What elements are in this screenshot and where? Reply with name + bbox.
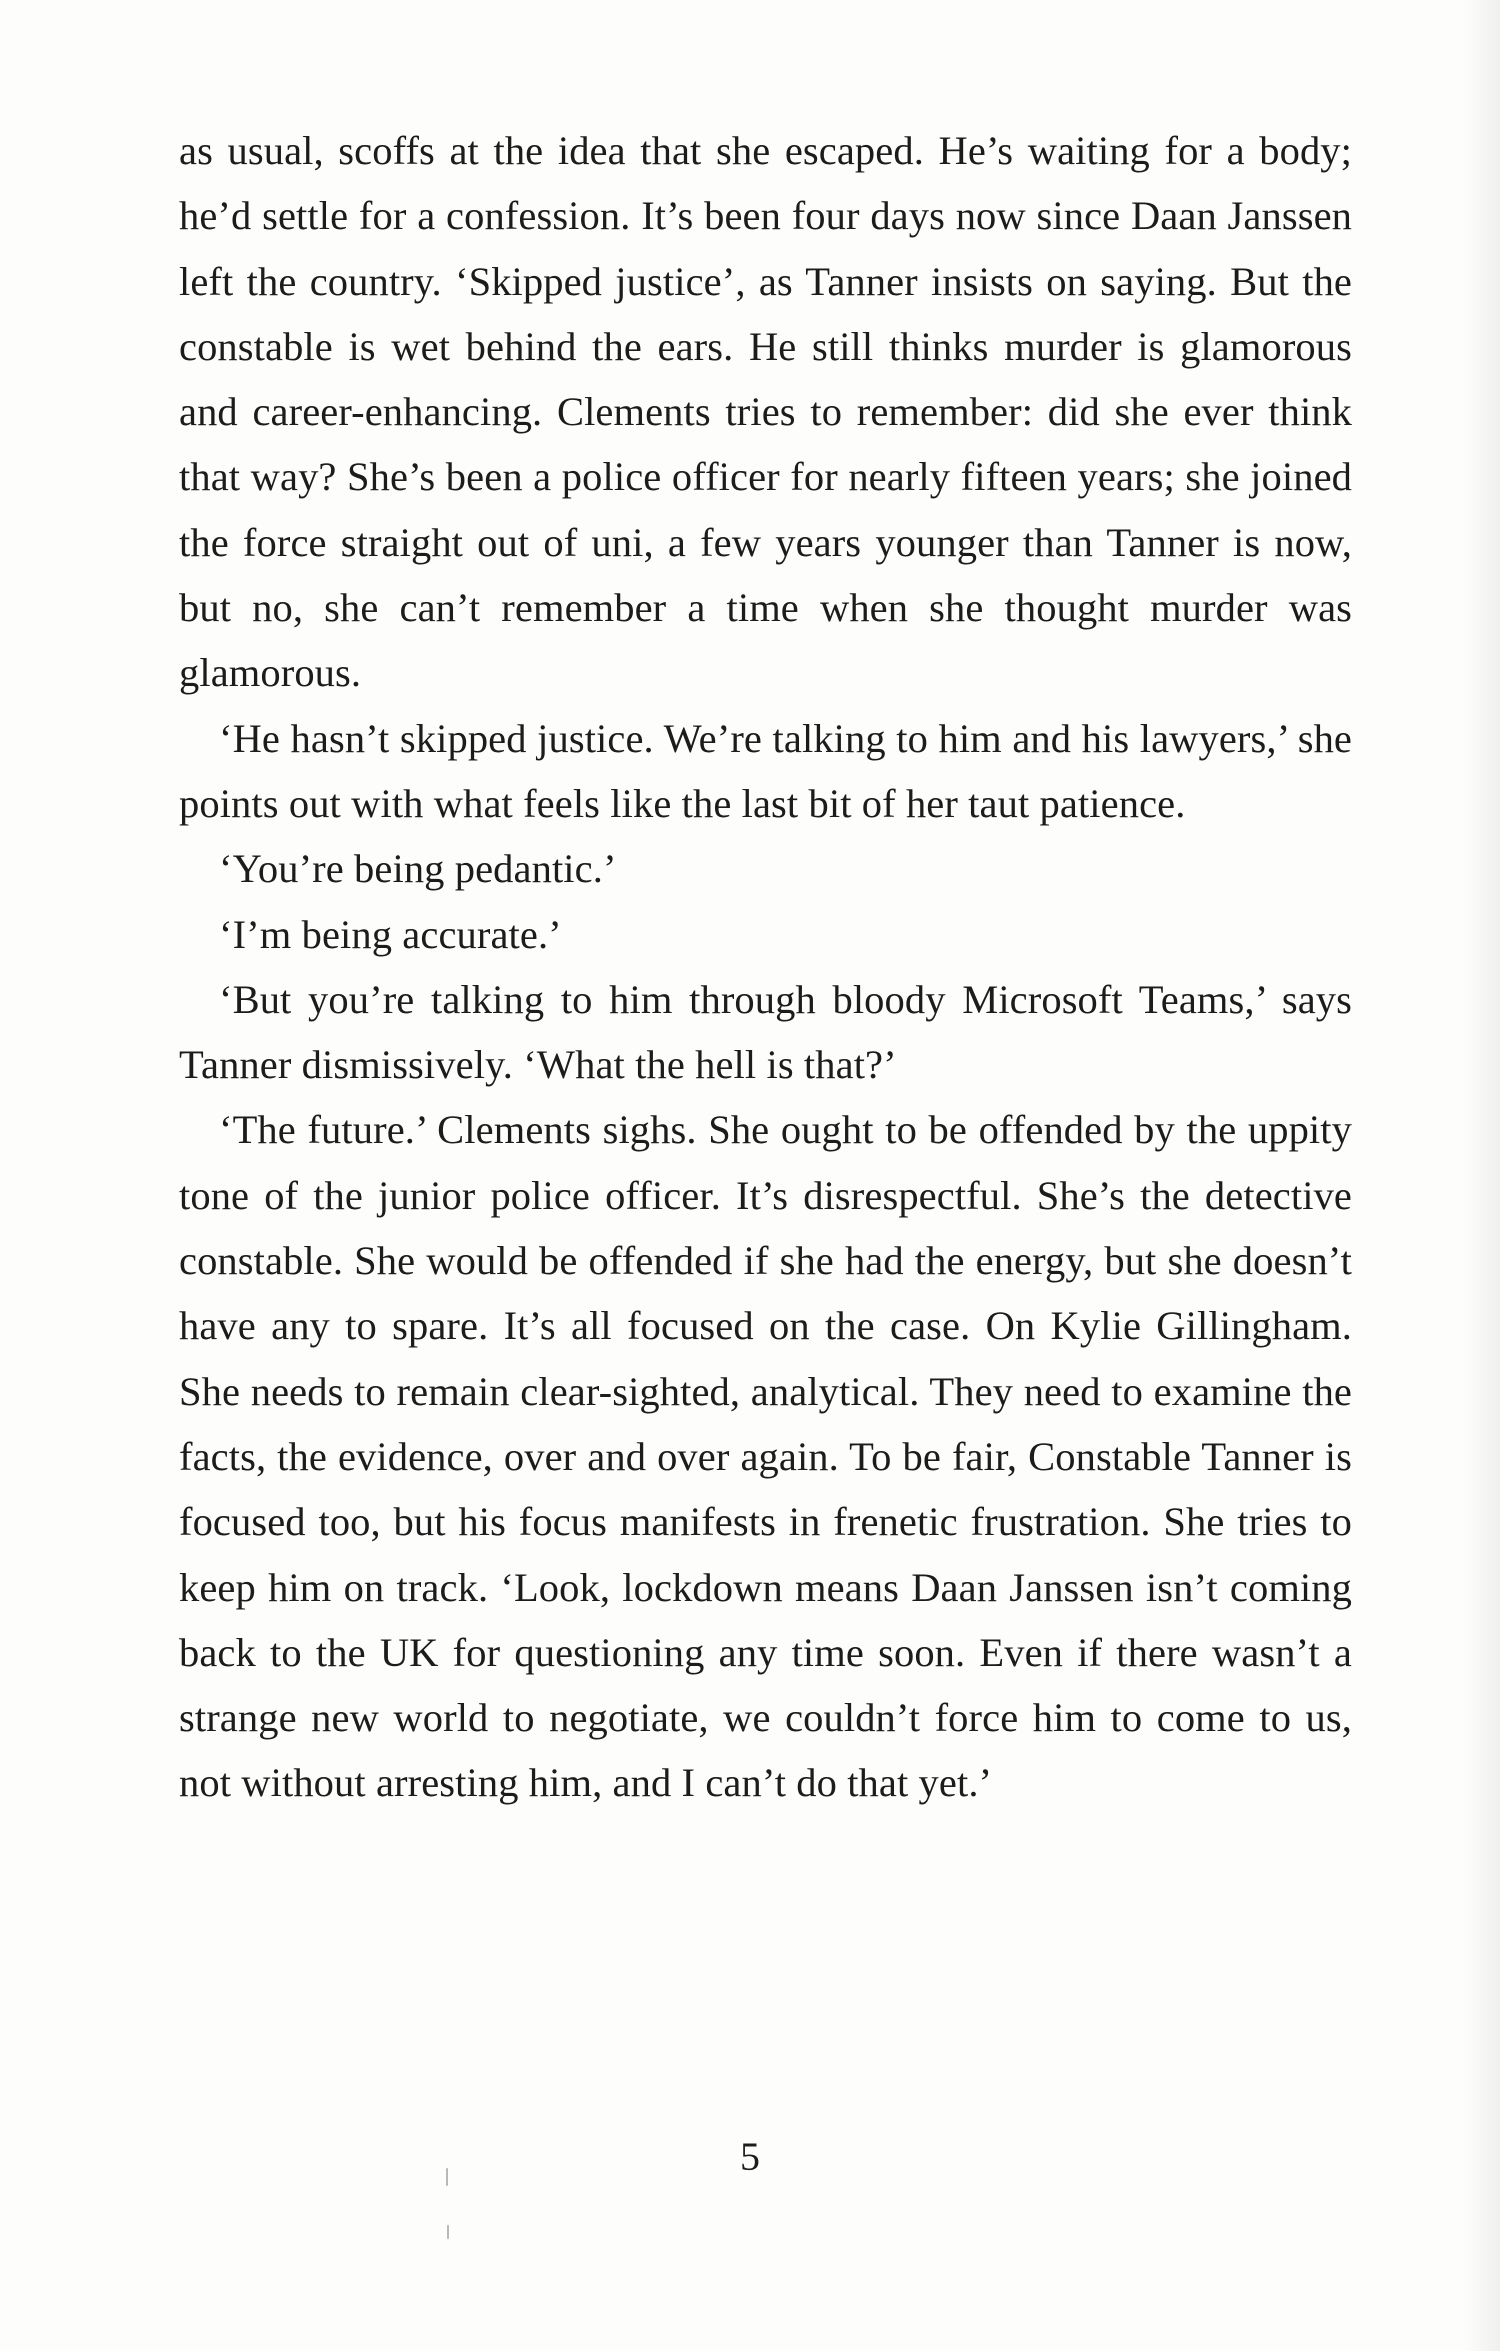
paragraph-dialogue-accurate: ‘I’m being accurate.’	[219, 911, 562, 957]
paragraph-dialogue-future: ‘The future.’ Clements sighs. She ought to be offended by the uppity tone of the junior police officer. It’s disrespectful. She’s the detective constable. She would be offended if she had the energy, but she doesn’t have any to spare. It’s all focused on the case. On Kylie Gillingham. She needs to remain clear-sighted, analytical. They need to examine the facts, the evidence, over and over again. To be fair, Constable Tanner is focused too, but his focus manifests in frenetic frustration. She tries to keep him on track. ‘Look, lockdown means Daan Janssen isn’t coming back to the UK for questioning any time soon. Even if there wasn’t a strange new world to negotiate, we couldn’t force him to come to us, not without arresting him, and I can’t do that yet.’	[179, 1107, 1352, 1806]
paragraph-dialogue-teams: ‘But you’re talking to him through bloody Microsoft Teams,’ says Tanner dismissively. ‘What the hell is that?’	[179, 976, 1352, 1088]
paragraph-dialogue-pedantic: ‘You’re being pedantic.’	[219, 846, 617, 892]
body-text	[179, 118, 1352, 1816]
paragraph-dialogue-justice: ‘He hasn’t skipped justice. We’re talking to him and his lawyers,’ she points out with what feels like the last bit of her taut patience.	[179, 715, 1352, 826]
paragraph-continued: as usual, scoffs at the idea that she escaped. He’s waiting for a body; he’d settle for a confession. It’s been four days now since Daan Janssen left the country. ‘Skipped justice’, as Tanner insists on saying. But the constable is wet behind the ears. He still thinks murder is glamorous and career-enhancing. Clements tries to remember: did she ever think that way? She’s been a police officer for nearly fifteen years; she joined the force straight out of uni, a few years younger than Tanner is now, but no, she can’t remember a time when she thought murder was glamorous.	[179, 128, 1352, 696]
scan-speck	[447, 2225, 449, 2239]
scan-speck	[446, 2168, 448, 2186]
page-number: 5	[740, 2134, 760, 2179]
page-edge-shadow	[1464, 0, 1500, 2351]
